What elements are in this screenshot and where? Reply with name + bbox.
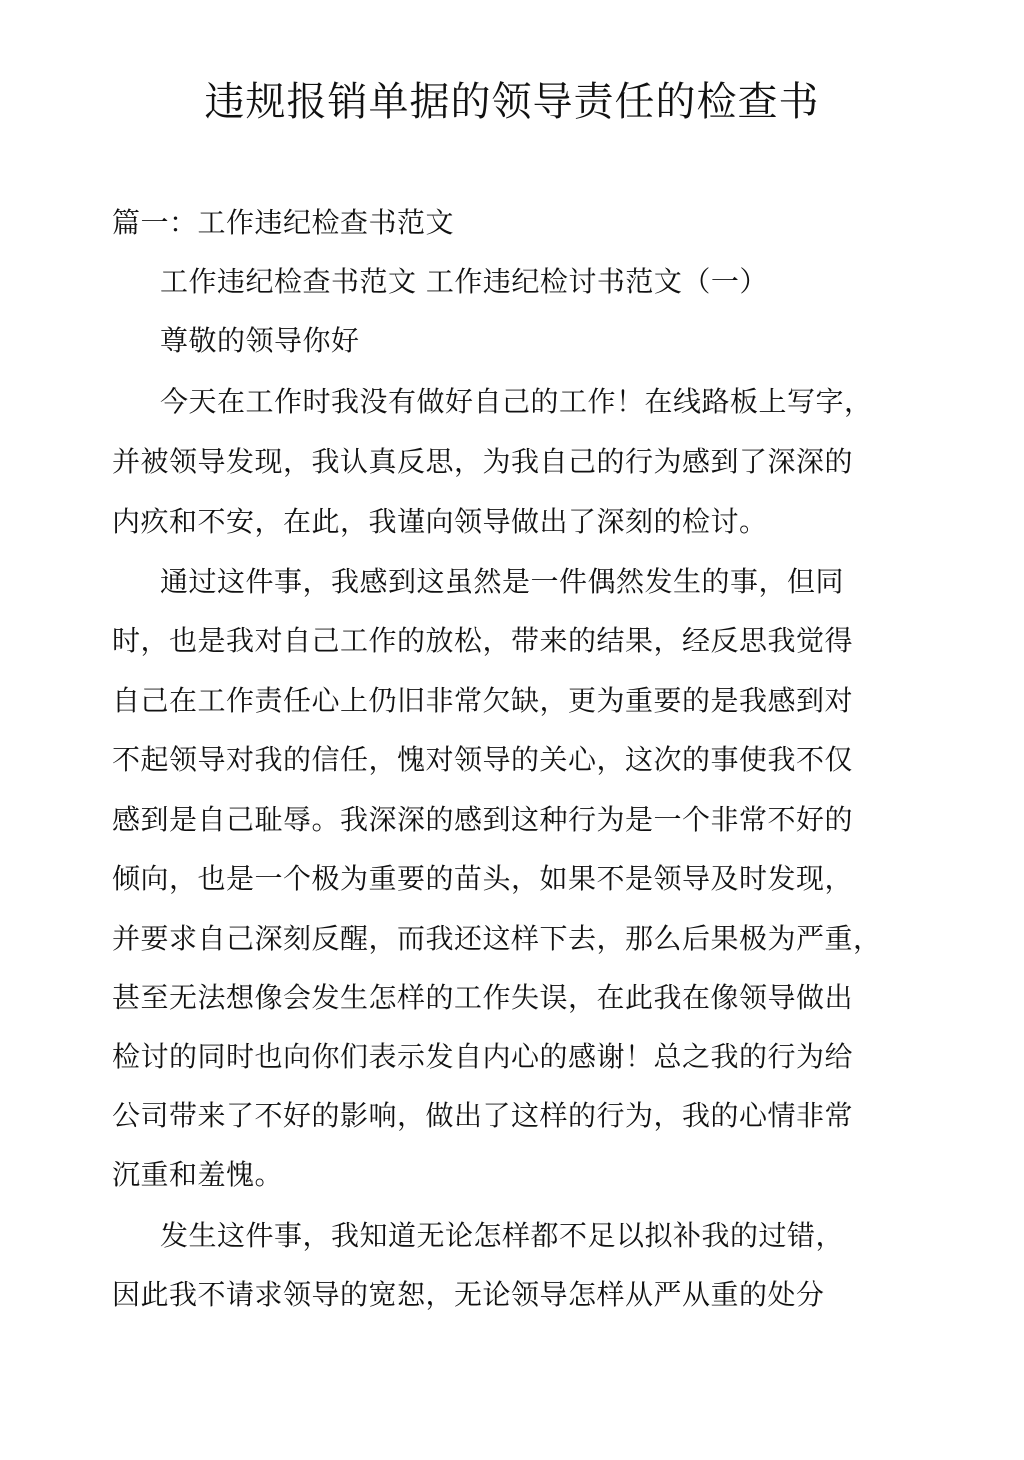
salutation: 尊敬的领导你好 [160,324,360,357]
paragraph-line: 自己在工作责任心上仍旧非常欠缺，更为重要的是我感到对 [112,684,854,717]
paragraph-line: 通过这件事，我感到这虽然是一件偶然发生的事，但同 [160,565,845,598]
paragraph-line: 倾向，也是一个极为重要的苗头，如果不是领导及时发现， [112,862,854,895]
paragraph-line: 发生这件事，我知道无论怎样都不足以拟补我的过错， [160,1219,845,1252]
paragraph-line: 甚至无法想像会发生怎样的工作失误，在此我在像领导做出 [112,981,854,1014]
subheading: 工作违纪检查书范文 工作违纪检讨书范文（一） [160,265,768,298]
paragraph-line: 检讨的同时也向你们表示发自内心的感谢！总之我的行为给 [112,1040,854,1073]
document-title: 违规报销单据的领导责任的检查书 [204,79,820,125]
paragraph-line: 沉重和羞愧。 [112,1158,284,1191]
paragraph-line: 感到是自己耻辱。我深深的感到这种行为是一个非常不好的 [112,803,854,836]
paragraph-line: 不起领导对我的信任，愧对领导的关心，这次的事使我不仅 [112,743,854,776]
paragraph-line: 时，也是我对自己工作的放松，带来的结果，经反思我觉得 [112,624,854,657]
paragraph-line: 今天在工作时我没有做好自己的工作！在线路板上写字， [160,385,873,418]
paragraph-line: 并要求自己深刻反醒，而我还这样下去，那么后果极为严重， [112,922,882,955]
paragraph-line: 公司带来了不好的影响，做出了这样的行为，我的心情非常 [112,1099,854,1132]
section-heading: 篇一：工作违纪检查书范文 [112,206,455,239]
paragraph-line: 内疚和不安，在此，我谨向领导做出了深刻的检讨。 [112,505,768,538]
paragraph-line: 并被领导发现，我认真反思，为我自己的行为感到了深深的 [112,445,854,478]
paragraph-line: 因此我不请求领导的宽恕，无论领导怎样从严从重的处分 [112,1278,825,1311]
